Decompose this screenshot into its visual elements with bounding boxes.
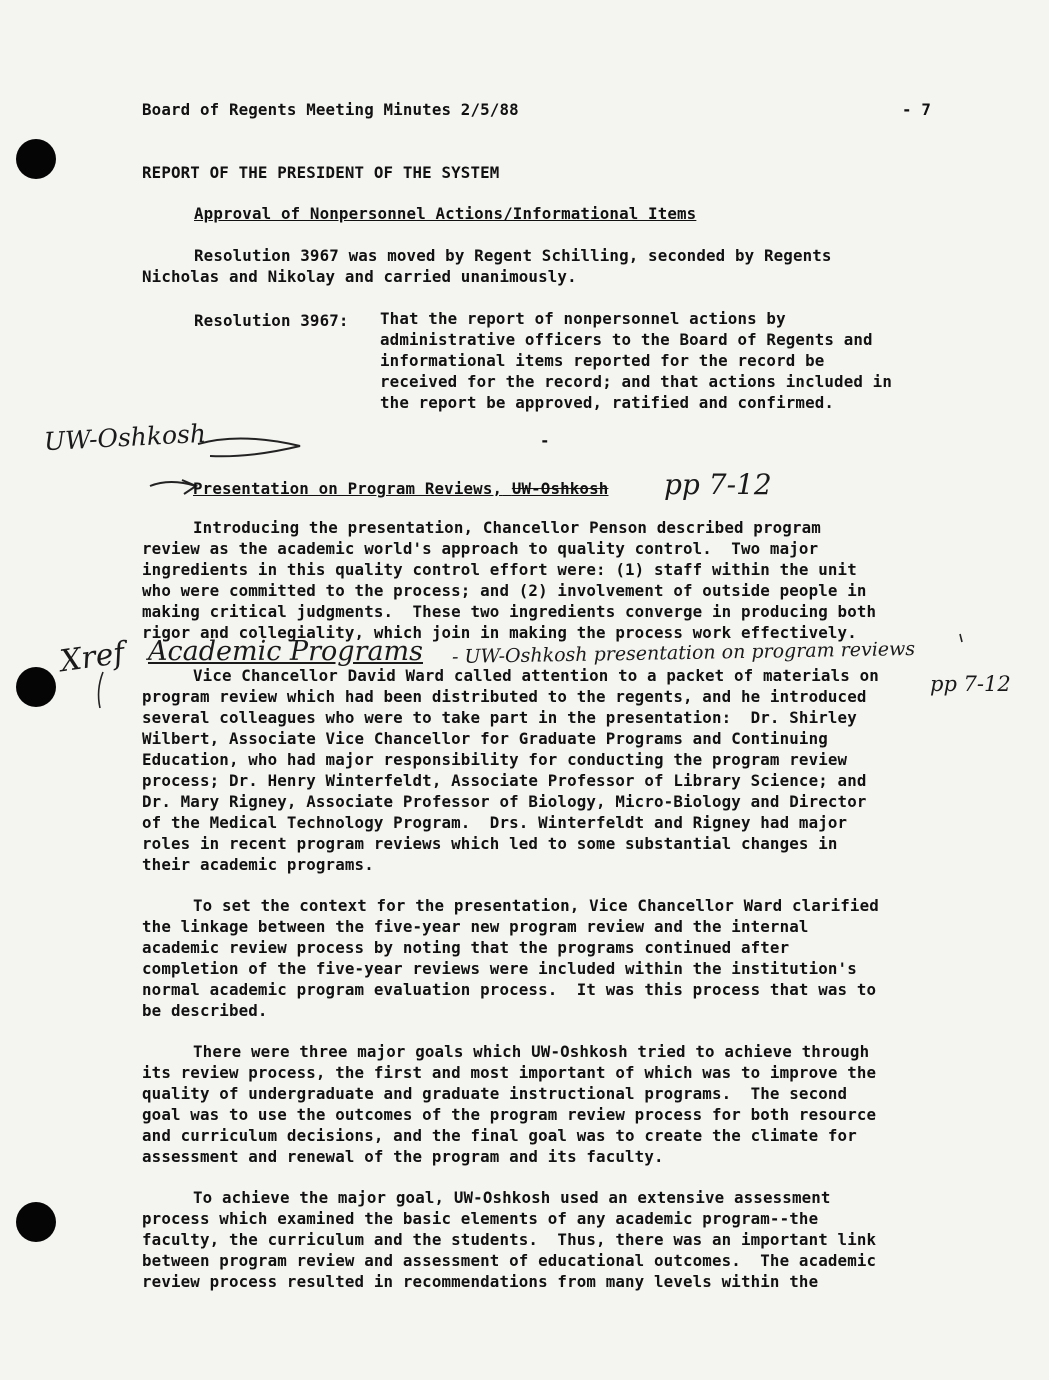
page-header: Board of Regents Meeting Minutes 2/5/88 xyxy=(142,100,519,119)
body-line: completion of the five-year reviews were included within the institution's xyxy=(142,959,857,978)
body-line: To achieve the major goal, UW-Oshkosh used an extensive assessment xyxy=(193,1188,831,1207)
body-line: the linkage between the five-year new program review and the internal xyxy=(142,917,809,936)
body-line: Wilbert, Associate Vice Chancellor for Graduate Programs and Continuing xyxy=(142,729,828,748)
body-line: ingredients in this quality control effort were: (1) staff within the unit xyxy=(142,560,857,579)
body-line: To set the context for the presentation, Vice Chancellor Ward clarified xyxy=(193,896,879,915)
body-line: of the Medical Technology Program. Drs. Winterfeldt and Rigney had major xyxy=(142,813,848,832)
body-line: making critical judgments. These two ingredients converge in producing both xyxy=(142,602,877,621)
body-line: review as the academic world's approach to quality control. Two major xyxy=(142,539,819,558)
body-line: their academic programs. xyxy=(142,855,374,874)
handwritten-page-range: pp 7-12 xyxy=(664,468,772,501)
body-line: process; Dr. Henry Winterfeldt, Associate Professor of Library Science; and xyxy=(142,771,867,790)
section-title: REPORT OF THE PRESIDENT OF THE SYSTEM xyxy=(142,163,500,182)
body-line: quality of undergraduate and graduate instructional programs. The second xyxy=(142,1084,848,1103)
resolution-text-line: administrative officers to the Board of Regents and xyxy=(380,330,873,349)
body-line: There were three major goals which UW-Oshkosh tried to achieve through xyxy=(193,1042,870,1061)
resolution-text-line: informational items reported for the record be xyxy=(380,351,825,370)
body-line: Vice Chancellor David Ward called attention to a packet of materials on xyxy=(193,666,879,685)
approval-para-line: Resolution 3967 was moved by Regent Schilling, seconded by Regents xyxy=(194,246,832,265)
presentation-heading-text: Presentation on Program Reviews, xyxy=(193,479,503,498)
body-line: and curriculum decisions, and the final goal was to create the climate for xyxy=(142,1126,857,1145)
body-line: review process resulted in recommendations from many levels within the xyxy=(142,1272,819,1291)
resolution-text-line: received for the record; and that actions included in xyxy=(380,372,893,391)
punch-hole-middle xyxy=(16,667,56,707)
body-line: be described. xyxy=(142,1001,268,1020)
body-line: its review process, the first and most important of which was to improve the xyxy=(142,1063,877,1082)
punch-hole-top xyxy=(16,139,56,179)
handwritten-uw-oshkosh: UW-Oshkosh xyxy=(43,418,207,457)
presentation-heading xyxy=(193,479,608,498)
handwritten-note-line: - UW-Oshkosh presentation on program reviews xyxy=(451,637,916,669)
approval-para-line: Nicholas and Nikolay and carried unanimously. xyxy=(142,267,577,286)
body-line: Education, who had major responsibility for conducting the program review xyxy=(142,750,848,769)
presentation-heading-struck: UW-Oshkosh xyxy=(511,479,609,498)
body-line: several colleagues who were to take part in the presentation: Dr. Shirley xyxy=(142,708,857,727)
page-number: - 7 xyxy=(902,100,931,119)
body-line: rigor and collegiality, which join in making the process work effectively. xyxy=(142,623,857,642)
body-line: normal academic program evaluation process. It was this process that was to xyxy=(142,980,877,999)
stray-dash: - xyxy=(540,431,550,450)
handwritten-academic-programs: Academic Programs xyxy=(148,636,423,667)
body-line: Introducing the presentation, Chancellor Penson described program xyxy=(193,518,821,537)
body-line: goal was to use the outcomes of the program review process for both resource xyxy=(142,1105,877,1124)
body-line: Dr. Mary Rigney, Associate Professor of Biology, Micro-Biology and Director xyxy=(142,792,867,811)
punch-hole-bottom xyxy=(16,1202,56,1242)
body-line: process which examined the basic elements of any academic program--the xyxy=(142,1209,819,1228)
body-line: program review which had been distributed to the regents, and he introduced xyxy=(142,687,867,706)
body-line: between program review and assessment of educational outcomes. The academic xyxy=(142,1251,877,1270)
resolution-label: Resolution 3967: xyxy=(194,311,349,330)
handwritten-xref: Xref xyxy=(57,635,127,680)
resolution-text-line: the report be approved, ratified and confirmed. xyxy=(380,393,835,412)
handwritten-page-range-side: pp 7-12 xyxy=(930,672,1011,696)
body-line: roles in recent program reviews which led to some substantial changes in xyxy=(142,834,838,853)
approval-heading: Approval of Nonpersonnel Actions/Informational Items xyxy=(194,204,697,223)
body-line: assessment and renewal of the program and its faculty. xyxy=(142,1147,664,1166)
resolution-text-line: That the report of nonpersonnel actions by xyxy=(380,309,786,328)
body-line: faculty, the curriculum and the students. Thus, there was an important link xyxy=(142,1230,877,1249)
body-line: who were committed to the process; and (2) involvement of outside people in xyxy=(142,581,867,600)
body-line: academic review process by noting that the programs continued after xyxy=(142,938,790,957)
